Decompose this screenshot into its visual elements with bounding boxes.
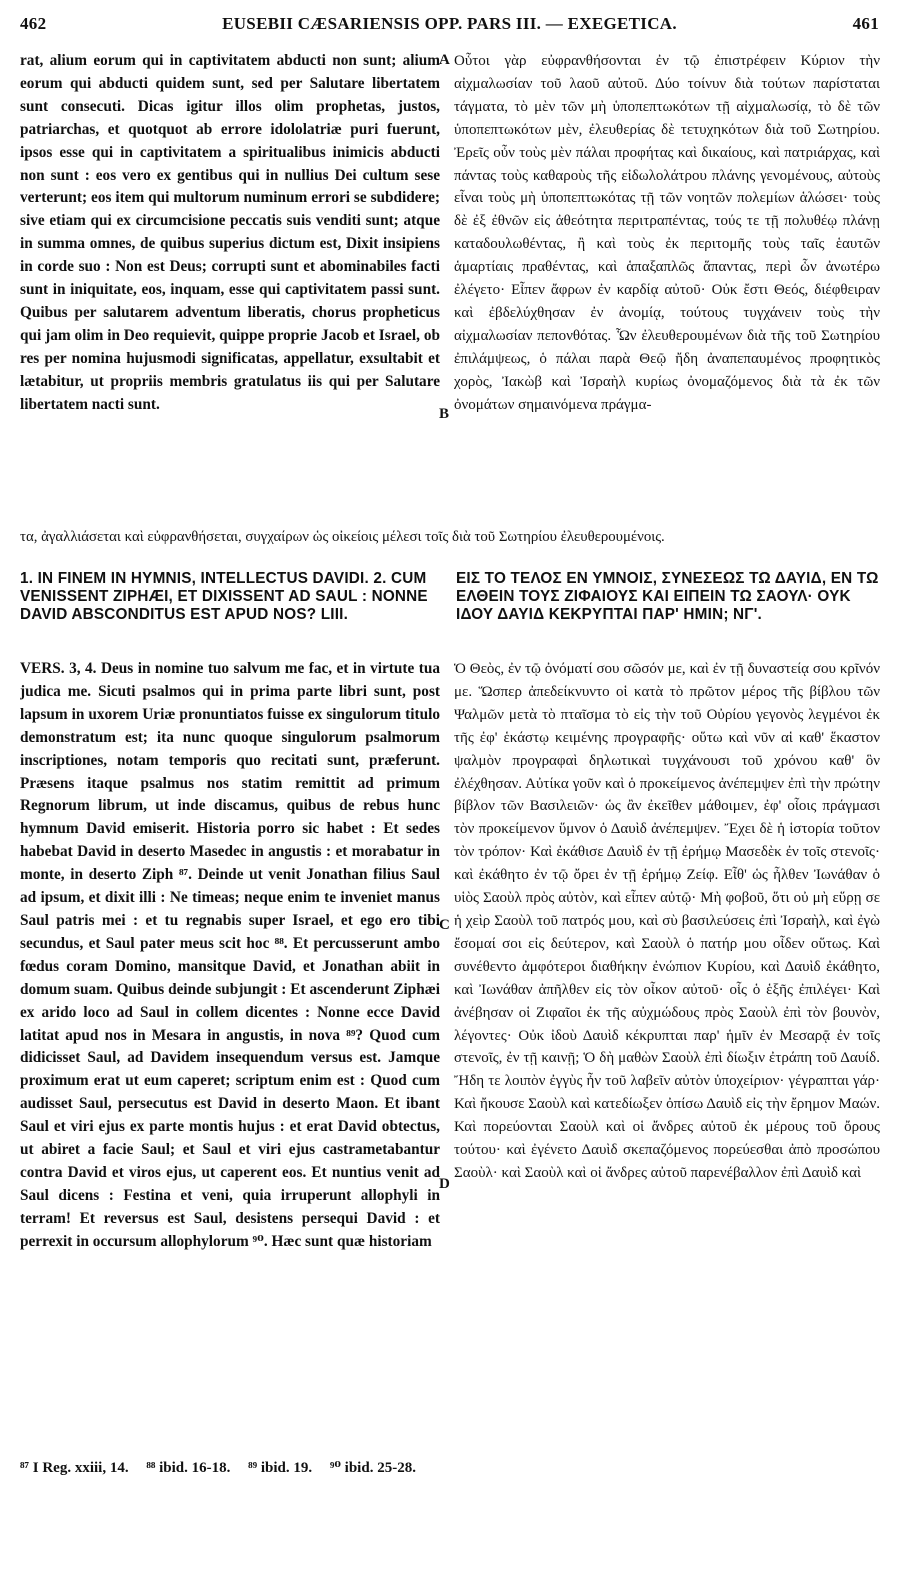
margin-marker-b: B xyxy=(439,406,450,422)
greek-continuation-line: τα, ἀγαλλιάσεται καὶ εὐφρανθήσεται, συγχαίρων ὡς οἰκείοις μέλεσι τοῖς διὰ τοῦ Σωτηρίου ἐλευθερουμένοις. xyxy=(20,529,665,545)
page-number-left: 462 xyxy=(20,14,47,33)
section-heading-latin: 1. IN FINEM IN HYMNIS, INTELLECTUS DAVIDI. 2. CUM VENISSENT ZIPHÆI, ET DIXISSENT AD SAUL : NONNE DAVID ABSCONDITUS EST APUD NOS? LIII. xyxy=(20,570,428,623)
latin-paragraph-bottom: VERS. 3, 4. Deus in nomine tuo salvum me fac, et in virtute tua judica me. Sicuti psalmos qui in prima parte libri sunt, post lapsum in uxorem Uriæ pronuntiatos fuisse ex singulorum titulo demonstratum est; ita nunc quoque singulorum psalmorum inscriptiones, notam temporis quo recitati sunt, præferunt. Præsens itaque psalmus nos statim remittit ad primum Regnorum librum, ut inde discamus, quibus de rebus hunc hymnum David emiserit. Historia porro sic habet : Et sedes habebat David in deserto Masedec in angustis : et morabatur in monte, in deserto Ziph ⁸⁷. Deinde ut venit Jonathan filius Saul ad ipsum, et dixit illi : Ne timeas; neque enim te inveniet manus Saul patris mei : et tu regnabis super Israel, et ego ero tibi secundus, et Saul pater meus scit hoc ⁸⁸. Et percusserunt ambo fœdus coram Domino, mansitque David, et Jonathan abiit in domum suam. Quibus deinde subjungit : Et ascenderunt Ziphæi ex arido loco ad Saul in collem dicentes : Nonne ecce David latitat apud nos in Mesara in angustis, in nova ⁸⁹? Quod cum didicisset Saul, ad Davidem insequendum versus est. Jamque proximum erat ut eum caperet; scriptum enim est : Quod cum audisset Saul, persecutus est David in deserto Maon. Et ibant Saul et viri ejus ex parte montis hujus : et erat David obtectus, ut abiret a facie Saul; et Saul et viri ejus castrametabantur contra David et viros ejus, ut caperent eos. Et nuntius venit ad Saul dicens : Festina et veni, quia irruperunt allophyli in terram! Et reversus est Saul, desistens persequi David : et perrexit in occursum allophylorum ⁹⁰. Hæc sunt quæ historiam xyxy=(20,660,440,1250)
footnote-88: ⁸⁸ ibid. 16-18. xyxy=(146,1460,231,1476)
section-heading-greek: ΕΙΣ ΤΟ ΤΕΛΟΣ ΕΝ ΥΜΝΟΙΣ, ΣΥΝΕΣΕΩΣ ΤΩ ΔΑΥΙΔ, ΕΝ ΤΩ ΕΛΘΕΙΝ ΤΟΥΣ ΖΙΦΑΙΟΥΣ ΚΑΙ ΕΙΠΕΙΝ ΤΩ ΣΑΟΥΛ· ΟΥΚ ΙΔΟΥ ΔΑΥΙΔ ΚΕΚΡΥΠΤΑΙ ΠΑΡ' ΗΜΙΝ; ΝΓ'. xyxy=(456,570,879,623)
greek-column-bottom xyxy=(454,658,880,1446)
footnotes xyxy=(20,1458,430,1477)
footnote-90: ⁹⁰ ibid. 25-28. xyxy=(329,1460,416,1476)
page-header xyxy=(20,12,879,40)
margin-marker-c: C xyxy=(439,917,450,933)
latin-column-top xyxy=(20,50,440,522)
margin-marker-a: A xyxy=(439,52,450,68)
greek-paragraph-bottom: Ὁ Θεὸς, ἐν τῷ ὀνόματί σου σῶσόν με, καὶ ἐν τῇ δυναστείᾳ σου κρῖνόν με. Ὥσπερ ἀπεδείκνυντο οἱ κατὰ τὸ πρῶτον μέρος τῆς βίβλου τῶν Ψαλμῶν μετὰ τὸ πταῖσμα τὸ εἰς τὴν τοῦ Οὐρίου γεγονὸς λεγμένοι ἐκ τῆς ἐφ' ἑκάστῳ κειμένης προγραφῆς· οὕτω καὶ νῦν αἱ καθ' ἕκαστον ψαλμὸν προγραφαὶ δηλωτικαὶ τυγχάνουσι τοῦ χρόνου καθ' ὃν ἐλέχθησαν. Αὐτίκα γοῦν καὶ ὁ προκείμενος ἀνέπεμψεν ἐπὶ τὴν πρώτην βίβλον τῶν Βασιλειῶν· ὡς ἂν ἐκεῖθεν μάθοιμεν, ἐφ' οἷοις πράγμασι τὸν προκείμενον ὕμνον ὁ Δαυὶδ ἀνέπεμψεν. Ἔχει δὲ ἡ ἱστορία τοῦτον τὸν τρόπον· Καὶ ἐκάθισε Δαυὶδ ἐν τῇ ἐρήμῳ Μασεδὲκ ἐν τοῖς στενοῖς· καὶ ἐκάθητο ἐν τῷ ὄρει ἐν τῇ ἐρήμῳ Ζείφ. Εἶθ' ὡς ἦλθεν Ἰωνάθαν ὁ υἱὸς Σαοὺλ πρὸς αὐτὸν, καὶ εἶπεν αὐτῷ· Μὴ φοβοῦ, ὅτι οὐ μὴ εὕρῃ σε ἡ χεὶρ Σαοὺλ τοῦ πατρός μου, καὶ σὺ βασιλεύσεις ἐπὶ Ἰσραὴλ, καὶ ἐγὼ ἔσομαί σοι εἰς δεύτερον, καὶ Σαοὺλ ὁ πατήρ μου οἶδεν οὕτως. Καὶ συνέθεντο ἀμφότεροι διαθήκην ἐνώπιον Κυρίου, καὶ Δαυὶδ ἐκάθητο, καὶ Ἰωνάθαν ἀπῆλθεν εἰς τὸν οἶκον αὐτοῦ· οἷς ὁ ἑξῆς ἐπιλέγει· Καὶ ἀνέβησαν οἱ Ζιφαῖοι ἐκ τῆς αὐχμώδους πρὸς Σαοὺλ ἐπὶ τὸν βουνὸν, λέγοντες· Οὐκ ἰδοὺ Δαυὶδ κέκρυπται παρ' ἡμῖν ἐν Μεσαρᾷ ἐν τοῖς στενοῖς, ἐν τῇ καινῇ; Ὁ δὴ μαθὼν Σαοὺλ ἐπὶ δίωξιν ἐτράπη τοῦ Δαυίδ. Ἤδη τε λοιπὸν ἐγγὺς ἦν τοῦ λαβεῖν αὐτὸν ὑποχείριον· γέγραπται γάρ· Καὶ ἤκουσε Σαοὺλ καὶ κατεδίωξεν ὀπίσω Δαυὶδ εἰς τὴν ἔρημον Μαών. Καὶ πορεύονται Σαοὺλ καὶ οἱ ἄνδρες αὐτοῦ ἐκ μέρους τοῦ ὄρους τούτου· καὶ ἐγένετο Δαυὶδ σκεπαζόμενος πορεύεσθαι ἀπὸ προσώπου Σαοὺλ· καὶ Σαοὺλ καὶ οἱ ἄνδρες αὐτοῦ παρενέβαλλον ἐπὶ Δαυὶδ καὶ xyxy=(454,661,880,1181)
latin-paragraph-top: rat, alium eorum qui in captivitatem abducti non sunt; alium eorum qui abducti quidem sunt, sed per Salutare libertatem sunt consecuti. Dicas igitur illos olim prophetas, justos, patriarchas, et quotquot ab errore idololatriæ puri fuerunt, ipsos esse qui in captivitatem a spiritualibus inimicis abducti non sunt : eos vero ex gentibus qui in nullius Dei cultum sese verterunt; eos item qui multorum numinum errori se subdidere; sive etiam qui ex circumcisione peccatis suis venditi sunt; atque in summa omnes, de quibus superius dictum est, Dixit insipiens in corde suo : Non est Deus; corrupti sunt et abominabiles facti sunt in iniquitate, eos, inquam, esse qui captivitatem passi sunt. Quibus per salutarem adventum liberatis, chorus propheticus qui jam olim in Deo requievit, quippe proprie Jacob et Israel, ob res per nomina hujusmodi significatas, appellatur, exsultabit et lætabitur, ut propriis membris gratulatus iis qui per Salutare libertatem nacti sunt. xyxy=(20,52,440,413)
running-title: EUSEBII CÆSARIENSIS OPP. PARS III. — EXEGETICA. xyxy=(222,14,677,33)
latin-column-bottom xyxy=(20,658,440,1446)
greek-paragraph-top: Οὗτοι γὰρ εὐφρανθήσονται ἐν τῷ ἐπιστρέφειν Κύριον τὴν αἰχμαλωσίαν τοῦ λαοῦ αὐτοῦ. Δύο τοίνυν διὰ τούτων παρίσταται τάγματα, τὸ μὲν τῶν μὴ ὑποπεπτωκότων τῇ αἰχμαλωσίᾳ, τὸ δὲ τῶν ὑποπεπτωκότων μὲν, ἐλευθερίας δὲ τετυχηκότων διὰ τοῦ Σωτηρίου. Ἐρεῖς οὖν τοὺς μὲν πάλαι προφήτας καὶ δικαίους, καὶ πατριάρχας, καὶ πάντας τοὺς καθαροὺς τῆς εἰδωλολάτρου πλάνης γενομένους, αὐτοὺς εἶναι τοὺς μὴ ὑποπεπτωκότας τῇ τῶν νοητῶν πολεμίων ἁλώσει· τοὺς δὲ ἐξ ἐθνῶν εἰς ἀθεότητα περιτραπέντας, τούς τε τῇ πολυθέῳ πλάνῃ καταδουλωθέντας, ἢ καὶ τοὺς ἐκ περιτομῆς τοὺς ταῖς ἑαυτῶν ἁμαρτίαις πραθέντας, καὶ ἁπαξαπλῶς ἅπαντας, περὶ ὧν ἀνωτέρω ἐλέγετο· Εἶπεν ἄφρων ἐν καρδίᾳ αὐτοῦ· Οὐκ ἔστι Θεός, διέφθειραν καὶ ἐβδελύχθησαν ἐν ἀνομίᾳ, τούτους τυγχάνειν τοὺς τὴν αἰχμαλωσίαν πεπονθότας. Ὧν ἐλευθερουμένων διὰ τῆς τοῦ Σωτηρίου ἐπιλάμψεως, ὁ πάλαι παρὰ Θεῷ ἤδη ἀναπεπαυμένος προφητικὸς χορὸς, Ἰακὼβ καὶ Ἰσραὴλ κυρίως ὀνομαζόμενος διὰ τὰ ἐκ τῶν ὀνομάτων σημαινόμενα πράγμα- xyxy=(454,53,880,413)
margin-marker-d: D xyxy=(439,1176,450,1192)
greek-column-top xyxy=(454,50,880,524)
footnote-87: ⁸⁷ I Reg. xxiii, 14. xyxy=(20,1460,129,1476)
footnote-89: ⁸⁹ ibid. 19. xyxy=(248,1460,313,1476)
page-number-right: 461 xyxy=(852,14,879,33)
